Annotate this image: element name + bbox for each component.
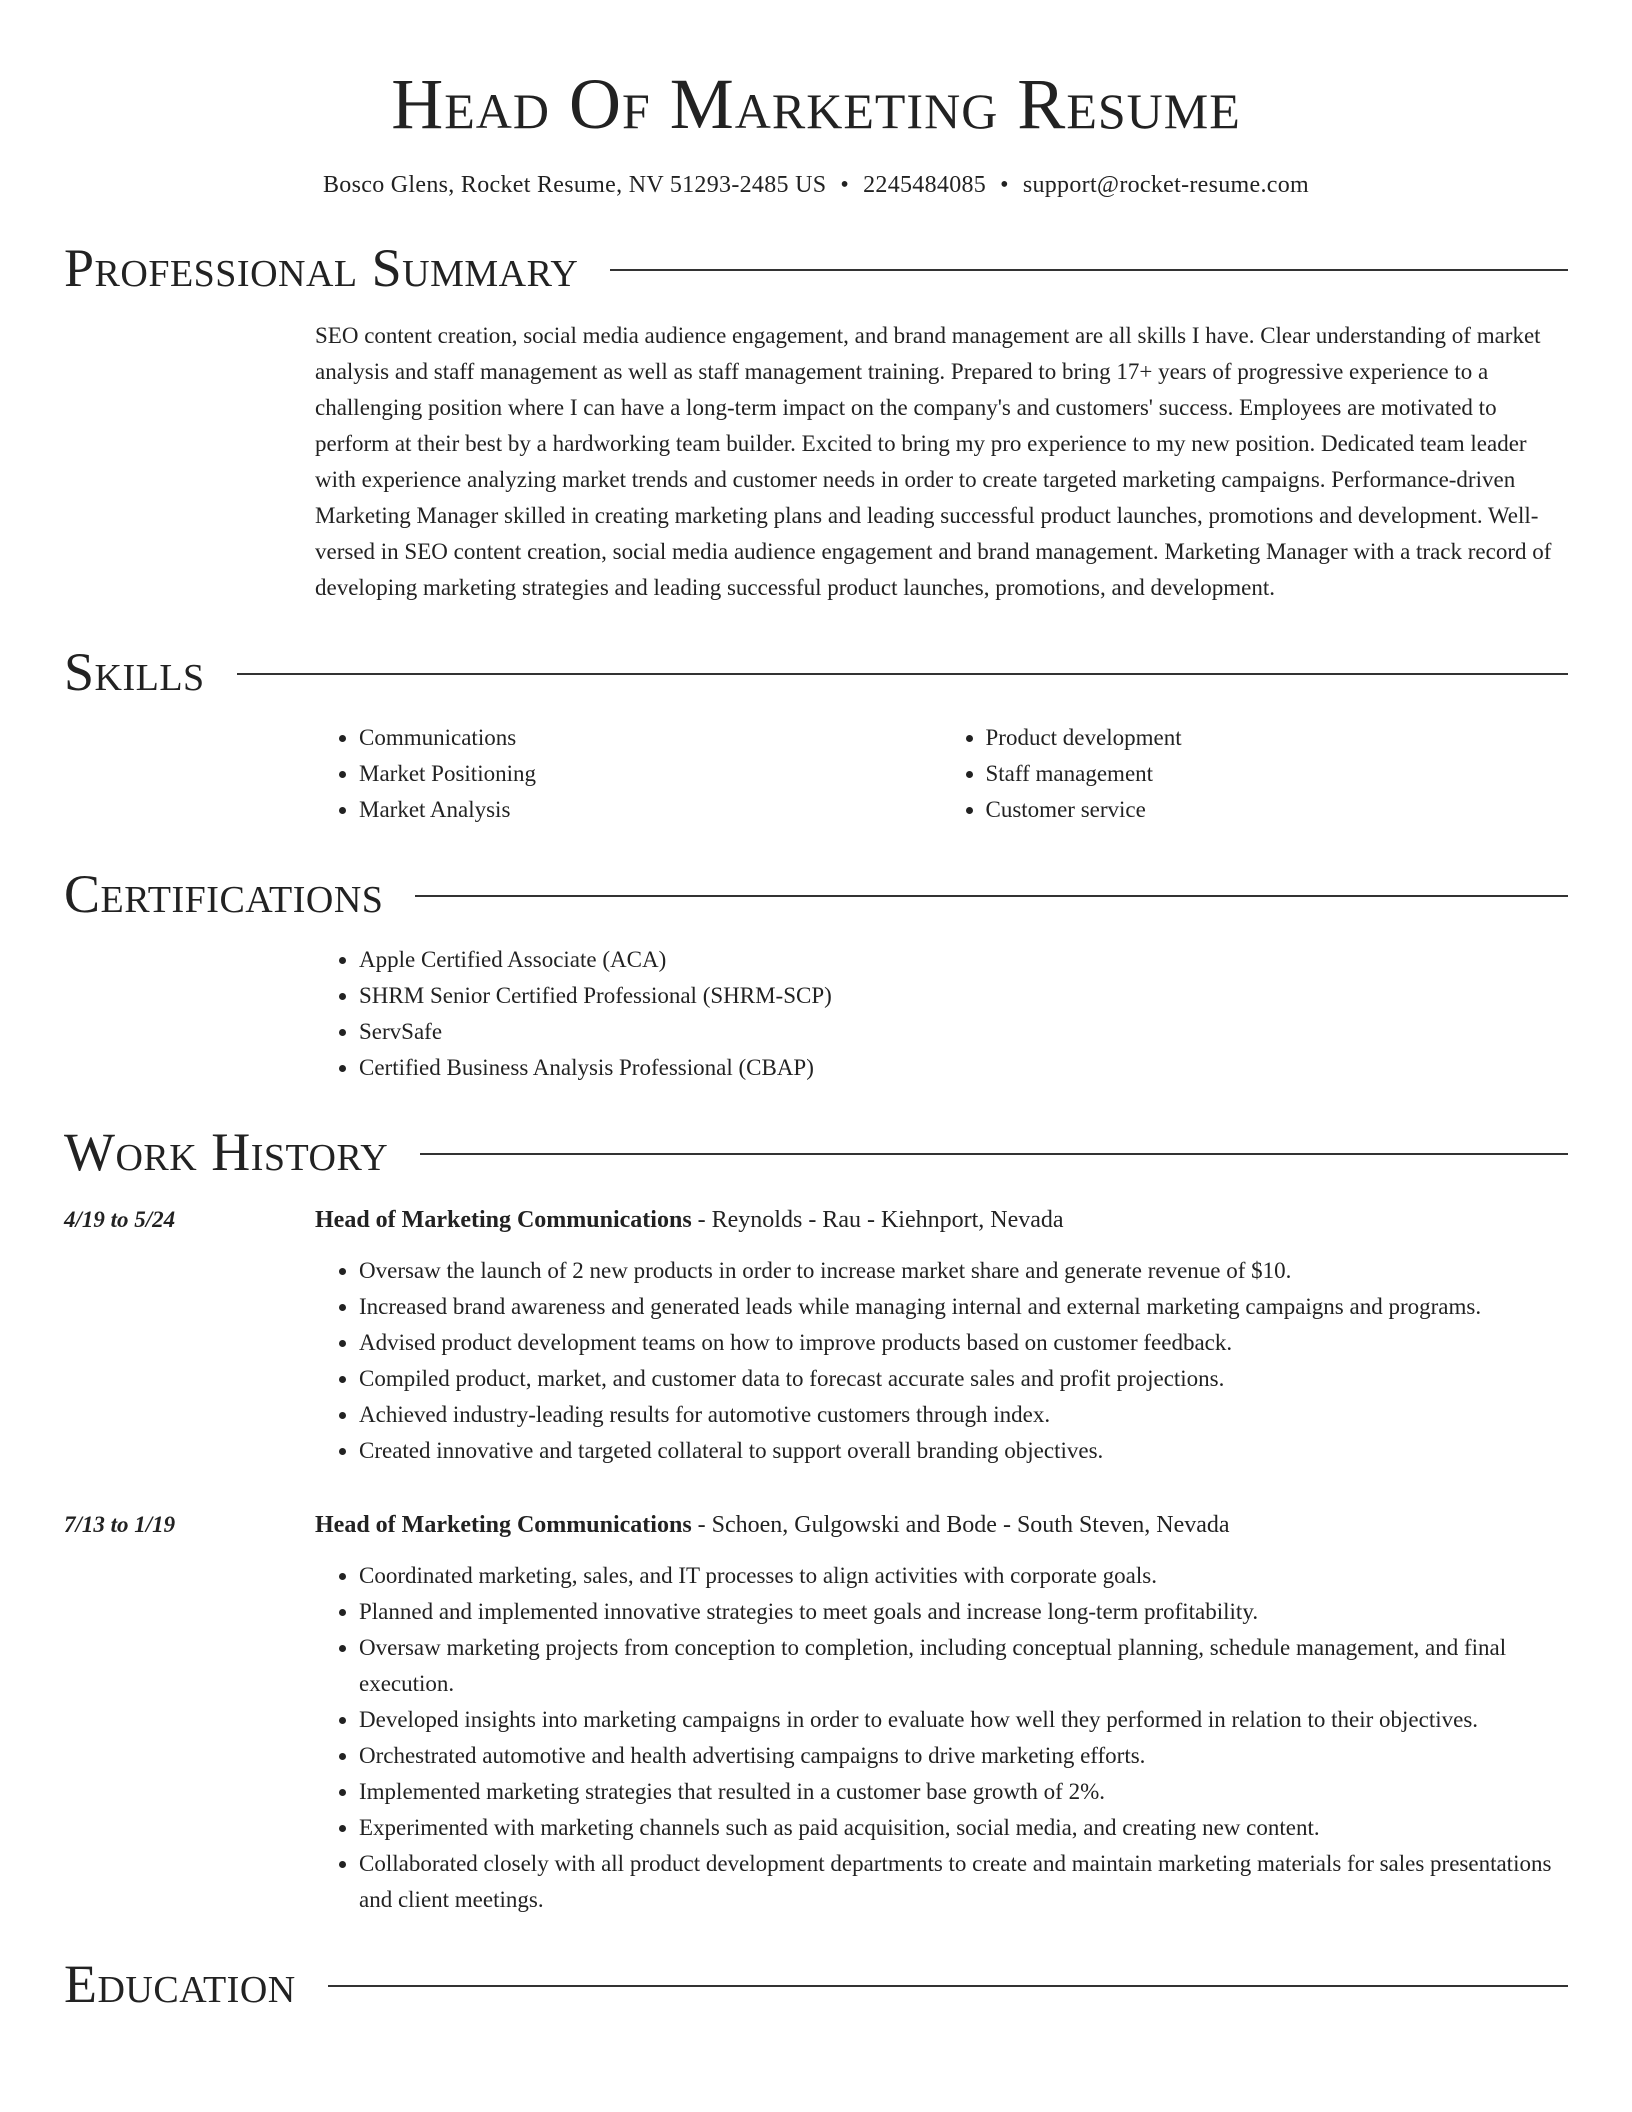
job-dates: 7/13 to 1/19 — [64, 1512, 176, 1537]
skill-item: • Market Positioning — [359, 756, 942, 792]
responsibility-item: • Experimented with marketing channels such as paid acquisition, social media, and creating new content. — [359, 1810, 1568, 1846]
work-history-heading: Work History — [64, 1122, 389, 1182]
responsibility-item: • Compiled product, market, and customer data to forecast accurate sales and profit projections. — [359, 1361, 1568, 1397]
job-title: Head of Marketing Communications — [315, 1512, 692, 1538]
summary-heading: Professional Summary — [64, 238, 579, 298]
contact-separator: • — [840, 172, 850, 198]
job-company: - Reynolds - Rau - Kiehnport, Nevada — [691, 1207, 1064, 1233]
education-section-header — [64, 1952, 1568, 2016]
job-entry — [64, 1202, 1568, 1469]
job-entry — [64, 1507, 1568, 1918]
job-responsibilities — [315, 1558, 1568, 1918]
skill-item: • Market Analysis — [359, 792, 942, 828]
skills-heading: Skills — [64, 642, 205, 702]
summary-section-header — [64, 236, 1568, 300]
job-company: - Schoen, Gulgowski and Bode - South Steven, Nevada — [691, 1512, 1230, 1538]
responsibility-item: • Orchestrated automotive and health advertising campaigns to drive marketing efforts. — [359, 1738, 1568, 1774]
section-divider — [415, 895, 1568, 897]
certifications-heading: Certifications — [64, 864, 384, 924]
contact-line — [64, 168, 1568, 202]
contact-separator: • — [1000, 172, 1009, 198]
resume-title: Head Of Marketing Resume — [391, 64, 1241, 144]
certifications-section-header — [64, 862, 1568, 926]
contact-address: Bosco Glens, Rocket Resume, NV 51293-2485 US — [323, 172, 827, 198]
section-divider — [237, 673, 1568, 675]
responsibility-item: • Implemented marketing strategies that resulted in a customer base growth of 2%. — [359, 1774, 1568, 1810]
responsibility-item: • Oversaw the launch of 2 new products in order to increase market share and generate revenue of $10. — [359, 1253, 1568, 1289]
contact-phone: 2245484085 — [863, 172, 987, 198]
responsibility-item: • Created innovative and targeted collateral to support overall branding objectives. — [359, 1433, 1568, 1469]
responsibility-item: • Planned and implemented innovative strategies to meet goals and increase long-term profitability. — [359, 1594, 1568, 1630]
resume-page — [64, 0, 1568, 2016]
certification-item: • Apple Certified Associate (ACA) — [359, 942, 1568, 978]
responsibility-item: • Advised product development teams on how to improve products based on customer feedback. — [359, 1325, 1568, 1361]
job-heading — [315, 1202, 1568, 1238]
job-title: Head of Marketing Communications — [315, 1207, 692, 1233]
contact-email: support@rocket-resume.com — [1022, 172, 1309, 198]
responsibility-item: • Achieved industry-leading results for automotive customers through index. — [359, 1397, 1568, 1433]
skill-item: • Communications — [359, 720, 942, 756]
responsibility-item: • Increased brand awareness and generated leads while managing internal and external marketing campaigns and programs. — [359, 1289, 1568, 1325]
section-divider — [610, 269, 1568, 271]
skill-item: • Customer service — [986, 792, 1569, 828]
summary-text: SEO content creation, social media audience engagement, and brand management are all skills I have. Clear understanding of market analysis and staff management as well as staff management training. Prepared to bring 17+ years of progressive experience to a challenging position where I can have a long-term impact on the company's and customers' success. Employees are motivated to perform at their best by a hardworking team builder. Excited to bring my pro experience to my new position. Dedicated team leader with experience analyzing market trends and customer needs in order to create targeted marketing campaigns. Performance-driven Marketing Manager skilled in creating marketing plans and leading successful product launches, promotions and development. Well-versed in SEO content creation, social media audience engagement and brand management. Marketing Manager with a track record of developing marketing strategies and leading successful product launches, promotions, and development. — [315, 323, 1552, 600]
skills-section-header — [64, 640, 1568, 704]
responsibility-item: • Collaborated closely with all product development departments to create and maintain marketing materials for sales presentations and client meetings. — [359, 1846, 1568, 1918]
section-divider — [328, 1985, 1568, 1987]
section-divider — [420, 1153, 1568, 1155]
education-heading: Education — [64, 1954, 296, 2014]
job-responsibilities — [315, 1253, 1568, 1469]
skills-column-left — [315, 720, 942, 828]
skill-item: • Product development — [986, 720, 1569, 756]
responsibility-item: • Coordinated marketing, sales, and IT processes to align activities with corporate goals. — [359, 1558, 1568, 1594]
certifications-list — [315, 942, 1568, 1086]
work-history-section-header — [64, 1120, 1568, 1184]
job-heading — [315, 1507, 1568, 1543]
responsibility-item: • Developed insights into marketing campaigns in order to evaluate how well they performed in relation to their objectives. — [359, 1702, 1568, 1738]
skills-column-right — [942, 720, 1569, 828]
certification-item: • ServSafe — [359, 1014, 1568, 1050]
certification-item: • SHRM Senior Certified Professional (SHRM-SCP) — [359, 978, 1568, 1014]
responsibility-item: • Oversaw marketing projects from conception to completion, including conceptual planning, schedule management, and final execution. — [359, 1630, 1568, 1702]
skills-list — [315, 720, 1568, 828]
skill-item: • Staff management — [986, 756, 1569, 792]
certification-item: • Certified Business Analysis Professional (CBAP) — [359, 1050, 1568, 1086]
job-dates: 4/19 to 5/24 — [64, 1207, 176, 1232]
